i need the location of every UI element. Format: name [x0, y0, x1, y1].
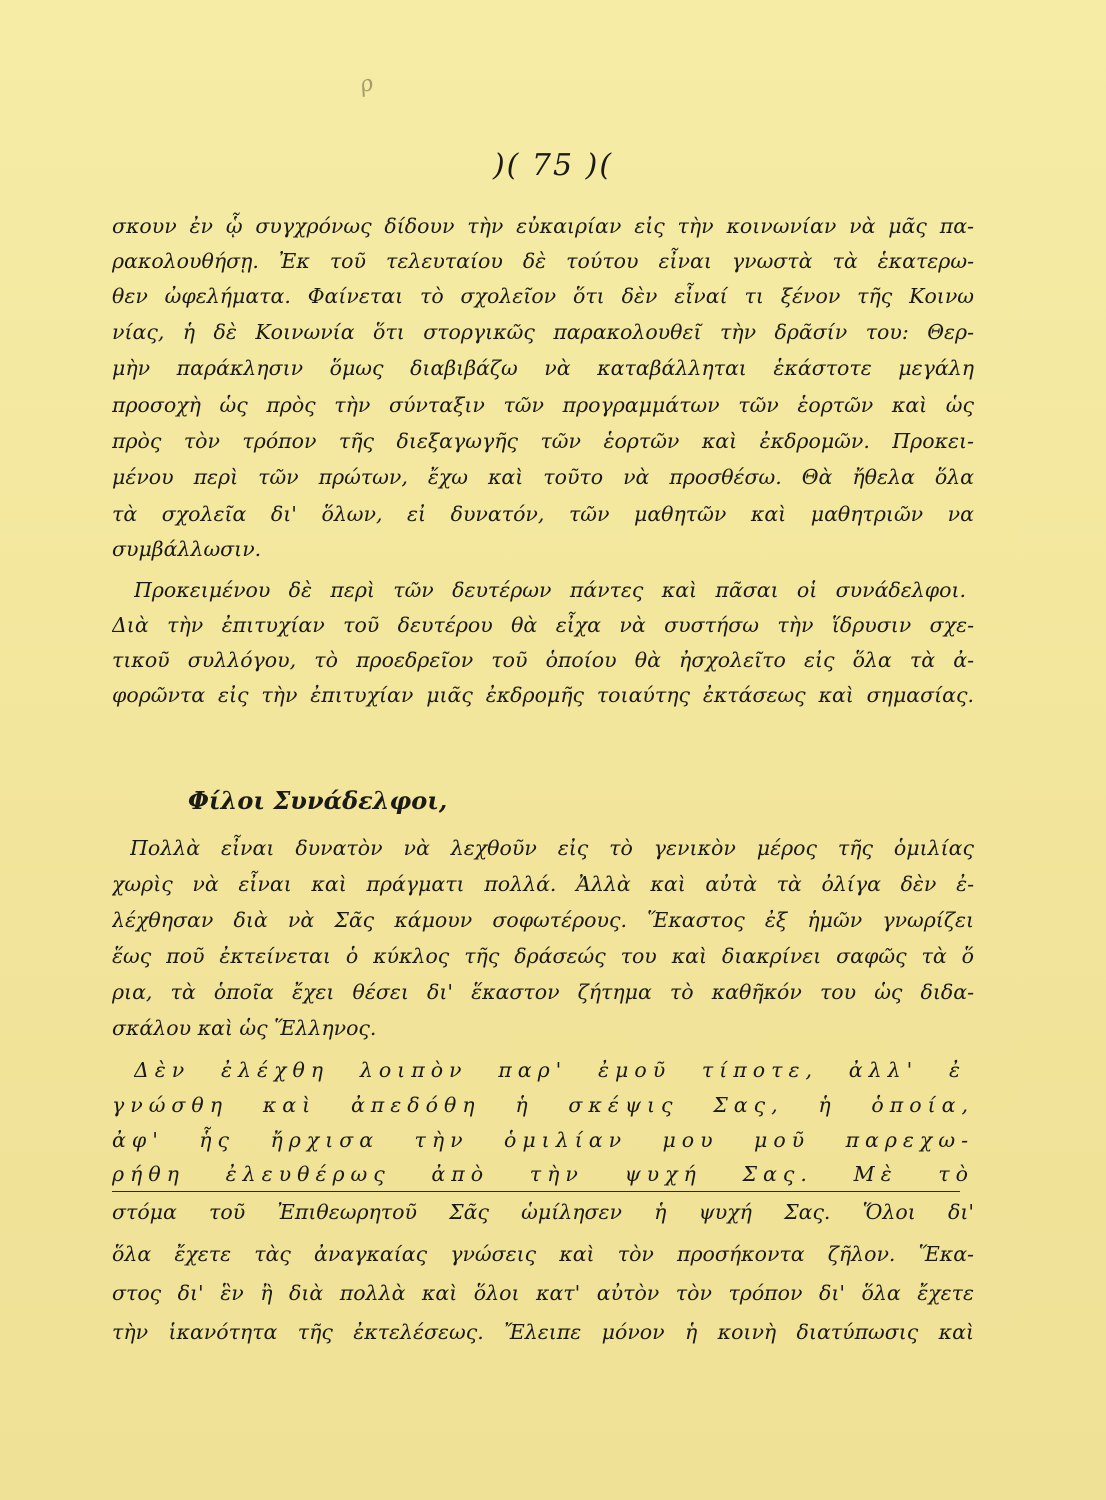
text-line: στος δι' ἓν ἢ διὰ πολλὰ καὶ ὅλοι κατ' αὐτὸν τὸν τρόπον δι' ὅλα ἔχετε: [112, 1281, 974, 1305]
text-line: ἕως ποῦ ἐκτείνεται ὁ κύκλος τῆς δράσεώς του καὶ διακρίνει σαφῶς τὰ ὅ: [112, 944, 974, 968]
text-line: πρὸς τὸν τρόπον τῆς διεξαγωγῆς τῶν ἑορτῶν καὶ ἐκδρομῶν. Προκει-: [112, 429, 974, 453]
text-line: τικοῦ συλλόγου, τὸ προεδρεῖον τοῦ ὁποίου θὰ ἠσχολεῖτο εἰς ὅλα τὰ ἀ-: [112, 648, 974, 672]
section-heading: Φίλοι Συνάδελφοι,: [188, 786, 448, 815]
text-line: ρήθη ἐλευθέρως ἀπὸ τὴν ψυχή Σας. Μὲ τὸ: [112, 1162, 974, 1186]
horizontal-rule: [112, 1191, 960, 1192]
text-line: ἀφ' ἧς ἤρχισα τὴν ὁμιλίαν μου μοῦ παρεχω-: [112, 1128, 974, 1152]
text-line: Δὲν ἐλέχθη λοιπὸν παρ' ἐμοῦ τίποτε, ἀλλ' ἐ: [134, 1058, 966, 1082]
text-line: προσοχὴ ὡς πρὸς τὴν σύνταξιν τῶν προγραμμάτων τῶν ἑορτῶν καὶ ὡς: [112, 393, 974, 417]
text-line: μένου περὶ τῶν πρώτων, ἔχω καὶ τοῦτο νὰ προσθέσω. Θὰ ἤθελα ὅλα: [112, 465, 974, 489]
text-line: ρια, τὰ ὁποῖα ἔχει θέσει δι' ἕκαστον ζήτημα τὸ καθῆκόν του ὡς διδα-: [112, 980, 974, 1004]
page-number: )( 75 )(: [492, 148, 614, 183]
text-line: συμβάλλωσιν.: [112, 537, 262, 561]
text-line: Διὰ τὴν ἐπιτυχίαν τοῦ δευτέρου θὰ εἶχα νὰ συστήσω τὴν ἵδρυσιν σχε-: [112, 613, 974, 637]
text-line: νίας, ἡ δὲ Κοινωνία ὅτι στοργικῶς παρακολουθεῖ τὴν δρᾶσίν του: Θερ-: [112, 320, 974, 344]
text-line: γνώσθη καὶ ἀπεδόθη ἡ σκέψις Σας, ἡ ὁποία,: [112, 1093, 974, 1117]
text-line: ὅλα ἔχετε τὰς ἀναγκαίας γνώσεις καὶ τὸν προσήκοντα ζῆλον. Ἕκα-: [112, 1242, 974, 1266]
text-line: Πολλὰ εἶναι δυνατὸν νὰ λεχθοῦν εἰς τὸ γενικὸν μέρος τῆς ὁμιλίας: [130, 836, 974, 860]
text-line: χωρὶς νὰ εἶναι καὶ πράγματι πολλά. Ἀλλὰ καὶ αὐτὰ τὰ ὀλίγα δὲν ἐ-: [112, 872, 974, 896]
text-line: τὰ σχολεῖα δι' ὅλων, εἰ δυνατόν, τῶν μαθητῶν καὶ μαθητριῶν να: [112, 502, 974, 526]
text-line: τὴν ἱκανότητα τῆς ἐκτελέσεως. Ἔλειπε μόνον ἡ κοινὴ διατύπωσις καὶ: [112, 1320, 974, 1344]
text-line: στόμα τοῦ Ἐπιθεωρητοῦ Σᾶς ὡμίλησεν ἡ ψυχή Σας. Ὅλοι δι': [112, 1200, 974, 1224]
text-line: θεν ὠφελήματα. Φαίνεται τὸ σχολεῖον ὅτι δὲν εἶναί τι ξένον τῆς Κοινω: [112, 284, 974, 308]
text-line: ρακολουθήσῃ. Ἐκ τοῦ τελευταίου δὲ τούτου εἶναι γνωστὰ τὰ ἑκατερω-: [112, 249, 974, 273]
text-line: μὴν παράκλησιν ὅμως διαβιβάζω νὰ καταβάλληται ἑκάστοτε μεγάλη: [112, 356, 974, 380]
text-line: Προκειμένου δὲ περὶ τῶν δευτέρων πάντες καὶ πᾶσαι οἱ συνάδελφοι.: [134, 578, 966, 602]
text-line: φορῶντα εἰς τὴν ἐπιτυχίαν μιᾶς ἐκδρομῆς τοιαύτης ἐκτάσεως καὶ σημασίας.: [112, 683, 974, 707]
corner-pencil-mark: ρ: [356, 70, 376, 99]
text-line: σκάλου καὶ ὡς Ἕλληνος.: [112, 1016, 377, 1040]
text-line: σκουν ἐν ᾧ συγχρόνως δίδουν τὴν εὐκαιρίαν εἰς τὴν κοινωνίαν νὰ μᾶς πα-: [112, 214, 974, 238]
text-line: λέχθησαν διὰ νὰ Σᾶς κάμουν σοφωτέρους. Ἕκαστος ἐξ ἡμῶν γνωρίζει: [112, 908, 974, 932]
